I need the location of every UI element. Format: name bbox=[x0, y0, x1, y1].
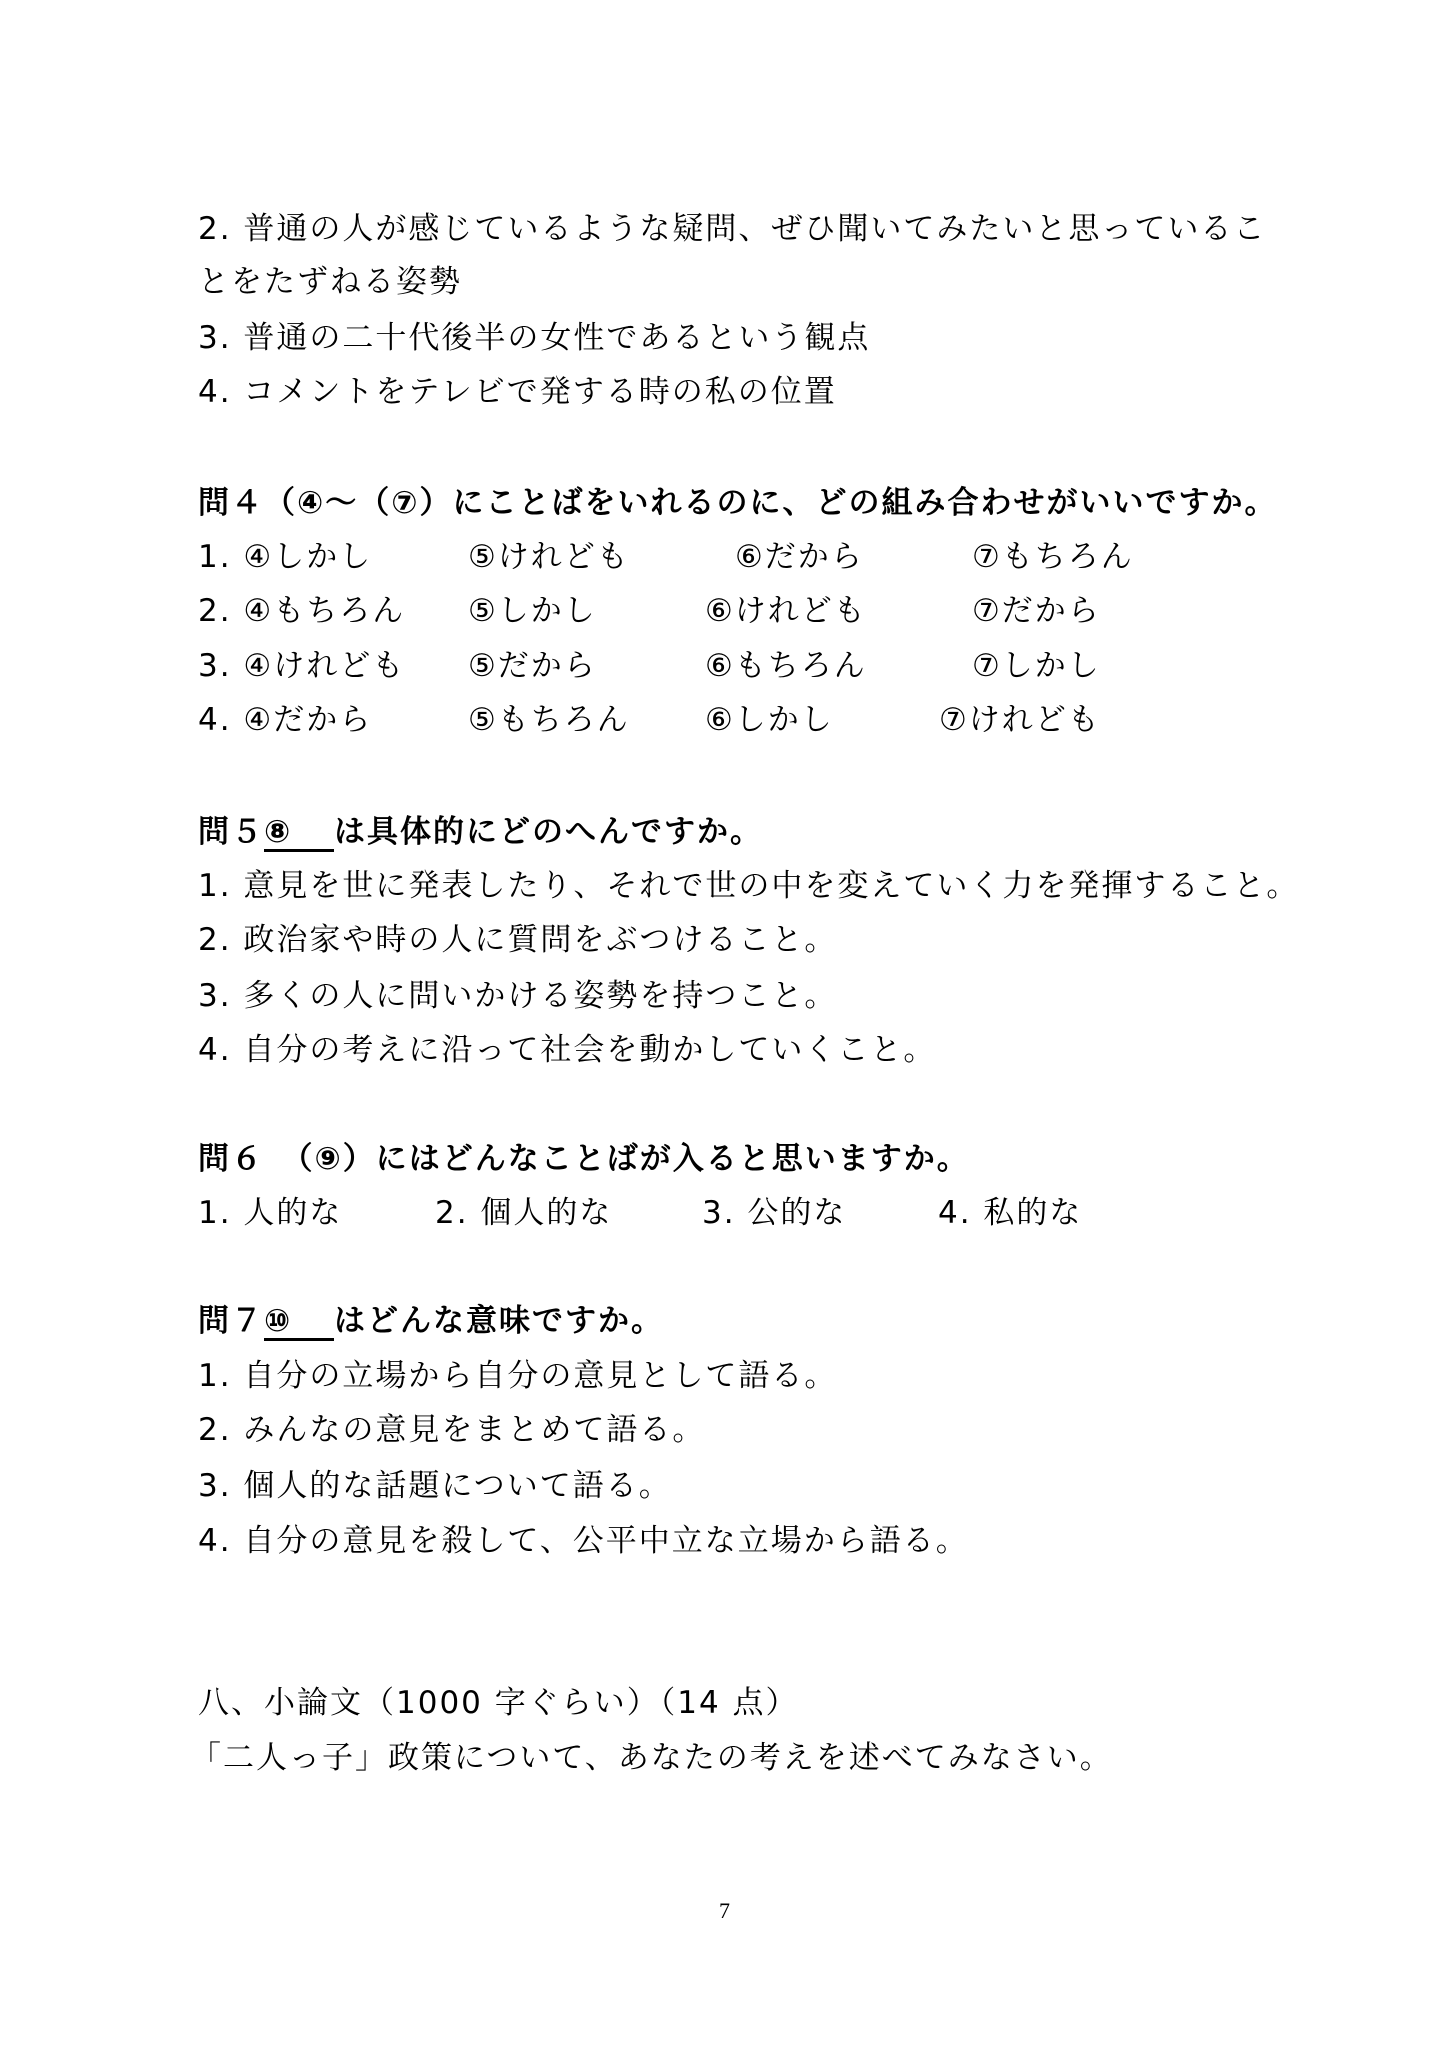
q6-options bbox=[198, 1193, 1298, 1233]
q4-option-row bbox=[198, 646, 1298, 686]
q5-option: 4. 自分の考えに沿って社会を動かしていくこと。 bbox=[198, 1032, 937, 1068]
page-number: 7 bbox=[719, 1898, 730, 1923]
q7-option: 2. みんなの意見をまとめて語る。 bbox=[198, 1412, 706, 1448]
q3-option-2-line2: とをたずねる姿勢 bbox=[198, 264, 462, 300]
q4-cell: ⑦だから bbox=[972, 593, 1101, 629]
q6-title: 問６ （⑨）にはどんなことばが入ると思いますか。 bbox=[198, 1141, 970, 1177]
q6-option: 2. 個人的な bbox=[435, 1195, 613, 1231]
q4-cell: ⑤だから bbox=[468, 648, 597, 684]
q4-cell: ⑤もちろん bbox=[468, 702, 630, 738]
q4-option-row bbox=[198, 537, 1298, 577]
q3-option-2-line1: 2. 普通の人が感じているような疑問、ぜひ聞いてみたいと思っているこ bbox=[198, 211, 1267, 247]
q4-cell: 2. ④もちろん bbox=[198, 593, 406, 629]
q4-cell: ⑥しかし bbox=[705, 702, 834, 738]
q4-cell: 3. ④けれども bbox=[198, 648, 406, 684]
q5-number: 問５ bbox=[198, 814, 264, 850]
q4-cell: 4. ④だから bbox=[198, 702, 373, 738]
q4-cell: ⑥だから bbox=[735, 539, 864, 575]
q3-option-4: 4. コメントをテレビで発する時の私の位置 bbox=[198, 374, 837, 410]
q4-cell: ⑥けれども bbox=[705, 593, 867, 629]
q4-cell: ⑦しかし bbox=[972, 648, 1101, 684]
essay-heading: 八、小論文（1000 字ぐらい）（14 点） bbox=[198, 1685, 799, 1721]
q4-option-row bbox=[198, 591, 1298, 631]
q5-question: は具体的にどのへんですか。 bbox=[334, 814, 763, 850]
q7-option: 4. 自分の意見を殺して、公平中立な立場から語る。 bbox=[198, 1523, 969, 1559]
q5-option: 1. 意見を世に発表したり、それで世の中を変えていく力を発揮すること。 bbox=[198, 868, 1300, 904]
q6-option: 3. 公的な bbox=[702, 1195, 847, 1231]
q4-cell: ⑤けれども bbox=[468, 539, 630, 575]
q7-number: 問７ bbox=[198, 1303, 264, 1339]
q4-cell: ⑥もちろん bbox=[705, 648, 867, 684]
q4-cell: ⑦もちろん bbox=[972, 539, 1134, 575]
q7-title bbox=[198, 1301, 664, 1341]
q7-option: 3. 個人的な話題について語る。 bbox=[198, 1468, 672, 1504]
q4-option-row bbox=[198, 700, 1298, 740]
q5-option: 3. 多くの人に問いかける姿勢を持つこと。 bbox=[198, 978, 838, 1014]
q7-question: はどんな意味ですか。 bbox=[334, 1303, 664, 1339]
q7-underlined-marker: ⑩ bbox=[264, 1304, 334, 1341]
q4-cell: ⑤しかし bbox=[468, 593, 597, 629]
q6-option: 1. 人的な bbox=[198, 1195, 343, 1231]
q5-title bbox=[198, 812, 763, 852]
q4-cell: ⑦けれども bbox=[939, 702, 1101, 738]
essay-prompt: 「二人っ子」政策について、あなたの考えを述べてみなさい。 bbox=[190, 1740, 1113, 1776]
q6-option: 4. 私的な bbox=[938, 1195, 1083, 1231]
q5-option: 2. 政治家や時の人に質問をぶつけること。 bbox=[198, 922, 838, 958]
q4-cell: 1. ④しかし bbox=[198, 539, 373, 575]
q5-underlined-marker: ⑧ bbox=[264, 815, 334, 852]
q4-title: 問４（④～（⑦）にことばをいれるのに、どの組み合わせがいいですか。 bbox=[198, 485, 1278, 521]
q7-option: 1. 自分の立場から自分の意見として語る。 bbox=[198, 1358, 838, 1394]
q3-option-3: 3. 普通の二十代後半の女性であるという観点 bbox=[198, 320, 871, 356]
